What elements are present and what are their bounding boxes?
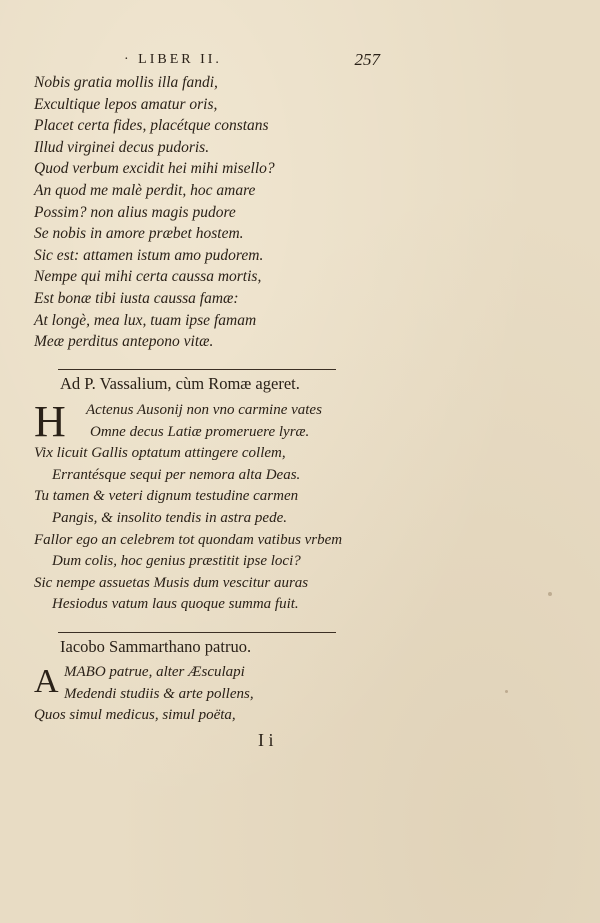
drop-cap: H: [34, 397, 66, 446]
verse-line: Nempe qui mihi certa caussa mortis,: [34, 268, 262, 286]
verse-line: Nobis gratia mollis illa fandi,: [34, 74, 218, 91]
verse-line: Hesiodus vatum laus quoque summa fuit.: [52, 596, 299, 613]
drop-cap: A: [34, 663, 59, 700]
verse-line: Illud virginei decus pudoris.: [34, 138, 210, 156]
verse-line: Est bonæ tibi iusta caussa famæ:: [34, 289, 239, 307]
verse-line: Pangis, & insolito tendis in astra pede.: [52, 509, 287, 526]
verse-line: Medendi studiis & arte pollens,: [64, 685, 254, 702]
verse-line: Omne decus Latiæ promeruere lyræ.: [90, 423, 310, 440]
verse-line: Meæ perditus antepono vitæ.: [34, 333, 214, 351]
poem-2-heading: Ad P. Vassalium, cùm Romæ ageret.: [60, 374, 300, 393]
verse-line: Se nobis in amore præbet hostem.: [34, 225, 244, 243]
catchword-signature: I i: [258, 730, 274, 750]
verse-line: Placet certa fides, placétque constans: [34, 117, 269, 135]
verse-line: Sic est: attamen istum amo pudorem.: [34, 246, 264, 264]
verse-line: Tu tamen & veteri dignum testudine carmen: [34, 488, 299, 505]
verse-line: Fallor ego an celebrem tot quondam vatibus vrbem: [34, 531, 343, 548]
verse-line: Excultique lepos amatur oris,: [34, 95, 218, 113]
verse-line: Possim? non alius magis pudore: [34, 203, 236, 221]
page-number: 257: [354, 50, 380, 69]
verse-line: MABO patrue, alter Æsculapi: [64, 664, 245, 680]
verse-line: At longè, mea lux, tuam ipse famam: [34, 311, 257, 329]
verse-line: Actenus Ausonij non vno carmine vates: [86, 402, 322, 418]
verse-line: Sic nempe assuetas Musis dum vescitur auras: [34, 574, 309, 591]
section-rule: [58, 369, 336, 370]
paper-spot: [505, 690, 508, 693]
section-rule: [58, 632, 336, 633]
running-header: [110, 52, 380, 72]
poem-1: [34, 72, 275, 353]
paper-spot: [548, 592, 552, 596]
verse-line: Dum colis, hoc genius præstitit ipse loci?: [52, 553, 301, 570]
verse-line: An quod me malè perdit, hoc amare: [34, 181, 256, 199]
verse-line: Vix licuit Gallis optatum attingere collem,: [34, 445, 286, 462]
running-title: · LIBER II.: [124, 52, 222, 67]
verse-line: Errantésque sequi per nemora alta Deas.: [52, 466, 301, 483]
poem-3-heading: Iacobo Sammarthano patruo.: [60, 637, 252, 656]
verse-line: Quos simul medicus, simul poëta,: [34, 707, 236, 724]
verse-line: Quod verbum excidit hei mihi misello?: [34, 160, 275, 178]
